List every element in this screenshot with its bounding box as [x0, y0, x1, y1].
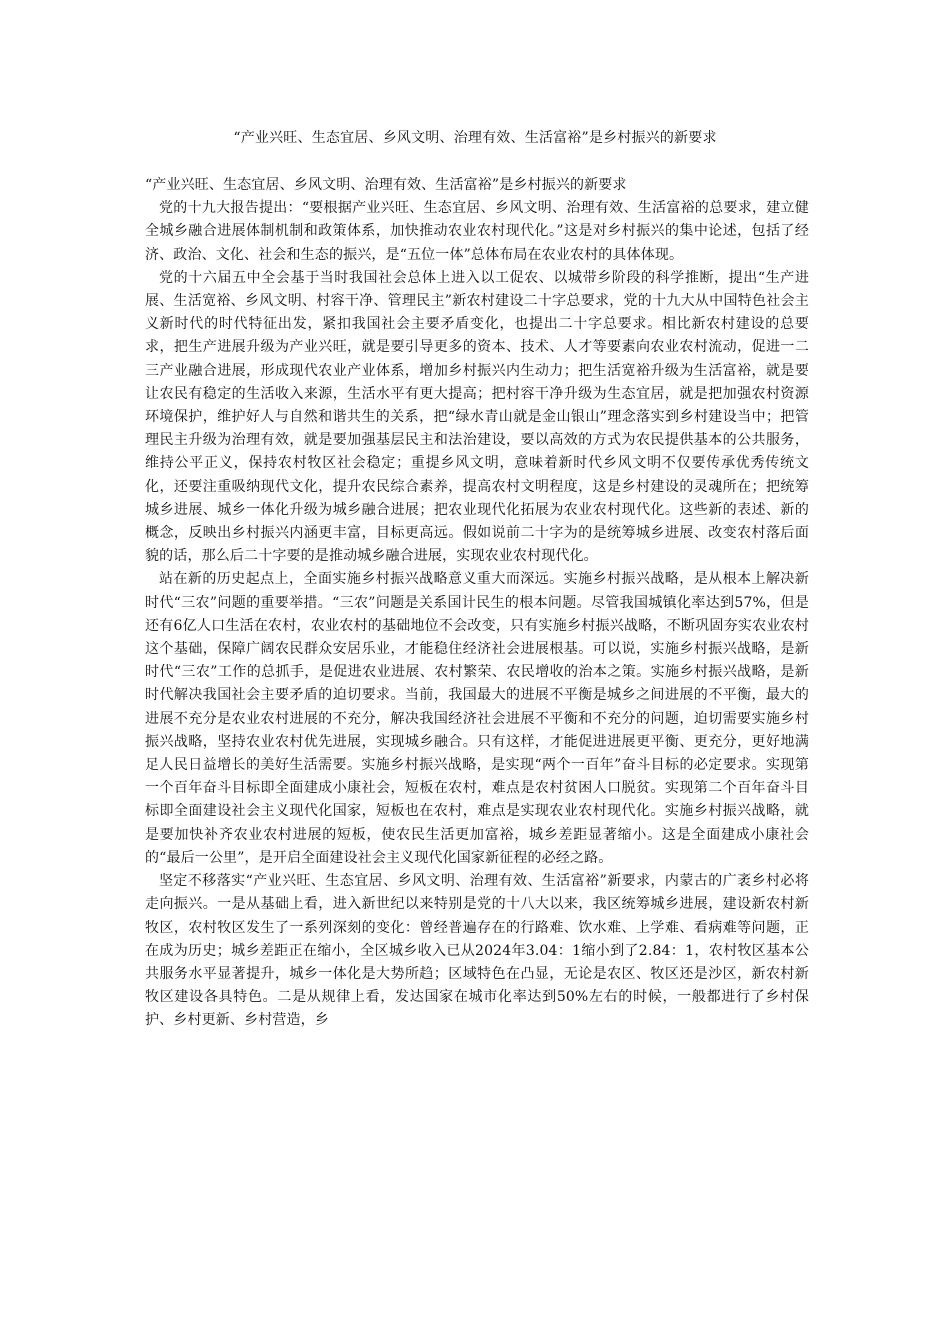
paragraph-2: 党的十六届五中全会基于当时我国社会总体上进入以工促农、以城带乡阶段的科学推断，提出“生产进展、生活宽裕、乡风文明、村容干净、管理民主”新农村建设二十字总要求，党的十九大从中国特色社会主义新时代的时代特征出发，紧扣我国社会主要矛盾变化，也提出二十字总要求。相比新农村建设的总要求，把生产进展升级为产业兴旺，就是要引导更多的资本、技术、人才等要素向农业农村流动，促进一二三产业融合进展，形成现代农业产业体系，增加乡村振兴内生动力；把生活宽裕升级为生活富裕，就是要让农民有稳定的生活收入来源，生活水平有更大提高；把村容干净升级为生态宜居，就是把加强农村资源环境保护，维护好人与自然和谐共生的关系，把“绿水青山就是金山银山”理念落实到乡村建设当中；把管理民主升级为治理有效，就是要加强基层民主和法治建设，要以高效的方式为农民提供基本的公共服务，维持公平正义，保持农村牧区社会稳定；重提乡风文明，意味着新时代乡风文明不仅要传承优秀传统文化，还要注重吸纳现代文化，提升农民综合素养，提高农村文明程度，这是乡村建设的灵魂所在；把统筹城乡进展、城乡一体化升级为城乡融合进展；把农业现代化拓展为农业农村现代化。这些新的表述、新的概念，反映出乡村振兴内涵更丰富，目标更高远。假如说前二十字为的是统筹城乡进展、改变农村落后面貌的话，那么后二十字要的是推动城乡融合进展，实现农业农村现代化。: [145, 269, 809, 565]
document-subtitle: “产业兴旺、生态宜居、乡风文明、治理有效、生活富裕”是乡村振兴的新要求: [145, 177, 627, 193]
paragraph-3: 站在新的历史起点上，全面实施乡村振兴战略意义重大而深远。实施乡村振兴战略，是从根本上解决新时代“三农”问题的重要举措。“三农”问题是关系国计民生的根本问题。尽管我国城镇化率达到57%，但是还有6亿人口生活在农村，农业农村的基础地位不会改变，只有实施乡村振兴战略，不断巩固夯实农业农村这个基础，保障广阔农民群众安居乐业，才能稳住经济社会进展根基。可以说，实施乡村振兴战略，是新时代“三农”工作的总抓手，是促进农业进展、农村繁荣、农民增收的治本之策。实施乡村振兴战略，是新时代解决我国社会主要矛盾的迫切要求。当前，我国最大的进展不平衡是城乡之间进展的不平衡，最大的进展不充分是农业农村进展的不充分，解决我国经济社会进展不平衡和不充分的问题，迫切需要实施乡村振兴战略，坚持农业农村优先进展，实现城乡融合。只有这样，才能促进进展更平衡、更充分，更好地满足人民日益增长的美好生活需要。实施乡村振兴战略，是实现“两个一百年”奋斗目标的必定要求。实现第一个百年奋斗目标即全面建成小康社会，短板在农村，难点是农村贫困人口脱贫。实现第二个百年奋斗目标即全面建设社会主义现代化国家，短板也在农村，难点是实现农业农村现代化。实施乡村振兴战略，就是要加快补齐农业农村进展的短板，使农民生活更加富裕，城乡差距显著缩小。这是全面建成小康社会的“最后一公里”，是开启全面建设社会主义现代化国家新征程的必经之路。: [145, 571, 809, 866]
paragraph-1: 党的十九大报告提出：“要根据产业兴旺、生态宜居、乡风文明、治理有效、生活富裕的总要求，建立健全城乡融合进展体制机制和政策体系，加快推动农业农村现代化。”这是对乡村振兴的集中论述，包括了经济、政治、文化、社会和生态的振兴，是“五位一体”总体布局在农业农村的具体体现。: [145, 200, 809, 263]
document-body: [145, 174, 809, 1033]
paragraph-4: 坚定不移落实“产业兴旺、生态宜居、乡风文明、治理有效、生活富裕”新要求，内蒙古的广袤乡村必将走向振兴。一是从基础上看，进入新世纪以来特别是党的十八大以来，我区统筹城乡进展，建设新农村新牧区，农村牧区发生了一系列深刻的变化：曾经普遍存在的行路难、饮水难、上学难、看病难等问题，正在成为历史；城乡差距正在缩小，全区城乡收入已从2024年3.04：1缩小到了2.84：1，农村牧区基本公共服务水平显著提升，城乡一体化是大势所趋；区域特色在凸显，无论是农区、牧区还是沙区，新农村新牧区建设各具特色。二是从规律上看，发达国家在城市化率达到50%左右的时候，一般都进行了乡村保护、乡村更新、乡村营造，乡: [145, 873, 809, 1029]
document-title: “产业兴旺、生态宜居、乡风文明、治理有效、生活富裕”是乡村振兴的新要求: [233, 130, 717, 146]
